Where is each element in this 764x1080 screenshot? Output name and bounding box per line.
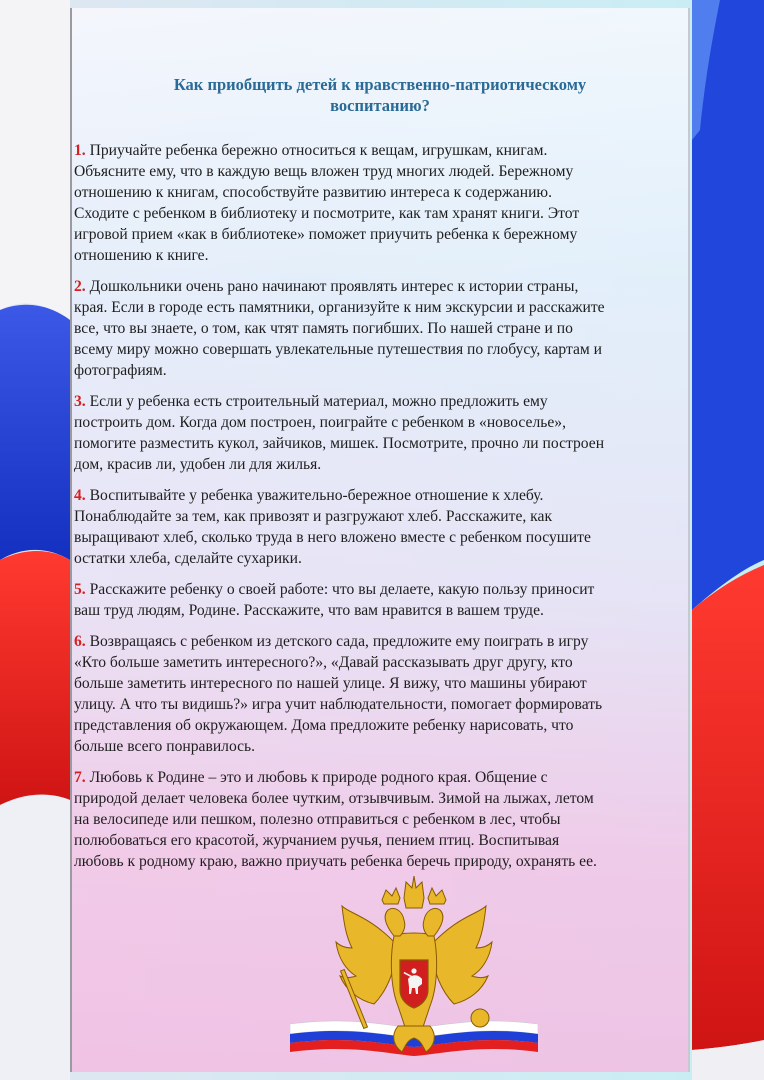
advice-line: Сходите с ребенком в библиотеку и посмотрите, как там хранят книги. Этот [74,205,580,222]
advice-line: полюбоваться его красотой, журчанием ручья, пением птиц. Воспитывая [74,832,560,849]
advice-item-2 [74,276,690,381]
advice-line: 7. Любовь к Родине – это и любовь к природе родного края. Общение с [74,769,548,786]
advice-line: природой делает человека более чутким, отзывчивым. Зимой на лыжах, летом [74,790,594,807]
advice-line: любовь к родному краю, важно приучать ребенка беречь природу, охранять ее. [74,853,597,870]
advice-line: Объясните ему, что в каждую вещь вложен труд многих людей. Бережному [74,163,574,180]
advice-item-4 [74,485,690,569]
item-number: 6. [74,633,86,650]
advice-line: улицу. А что ты видишь?» игра учит наблюдательности, помогает формировать [74,696,603,713]
advice-line: всему миру можно совершать увлекательные путешествия по глобусу, картам и [74,341,603,358]
advice-line: 6. Возвращаясь с ребенком из детского сада, предложите ему поиграть в игру [74,633,589,650]
advice-line: игровой прием «как в библиотеке» поможет приучить ребенка к бережному [74,226,578,243]
advice-line: на велосипеде или пешком, полезно отправиться с ребенком в лес, чтобы [74,811,561,828]
item-number: 1. [74,142,86,159]
advice-line: помогите разместить кукол, зайчиков, мишек. Посмотрите, прочно ли построен [74,435,605,452]
advice-list [74,140,690,882]
advice-item-1 [74,140,690,266]
advice-item-6 [74,631,690,757]
advice-line: 1. Приучайте ребенка бережно относиться к вещам, игрушкам, книгам. [74,142,548,159]
item-number: 4. [74,487,86,504]
page-title-line-1: Как приобщить детей к нравственно-патриотическому [173,75,587,94]
item-number: 5. [74,581,86,598]
advice-line: дом, красив ли, удобен ли для жилья. [74,456,322,473]
advice-line: отношению к книгам, способствуйте развитию интереса к содержанию. [74,184,552,201]
advice-line: фотографиям. [74,362,167,379]
advice-item-3 [74,391,690,475]
advice-line: больше всего понравилось. [74,738,256,755]
item-number: 2. [74,278,86,295]
advice-line: Понаблюдайте за тем, как привозят и разгружают хлеб. Расскажите, как [74,508,553,525]
advice-item-5 [74,579,690,621]
advice-line: «Кто больше заметить интересного?», «Давай рассказывать друг другу, кто [74,654,573,671]
advice-line: представления об окружающем. Дома предложите ребенку нарисовать, что [74,717,574,734]
item-number: 7. [74,769,86,786]
coat-of-arms-icon [290,876,538,1072]
advice-item-7 [74,767,690,872]
advice-line: остатки хлеба, сделайте сухарики. [74,550,302,567]
advice-line: 3. Если у ребенка есть строительный материал, можно предложить ему [74,393,548,410]
item-number: 3. [74,393,86,410]
advice-line: 2. Дошкольники очень рано начинают проявлять интерес к истории страны, [74,278,579,295]
advice-line: отношению к книге. [74,247,209,264]
advice-line: края. Если в городе есть памятники, организуйте к ним экскурсии и расскажите [74,299,605,316]
advice-line: ваш труд людям, Родине. Расскажите, что вам нравится в вашем труде. [74,602,544,619]
page-title [72,74,688,116]
advice-line: 4. Воспитывайте у ребенка уважительно-бережное отношение к хлебу. [74,487,544,504]
advice-line: 5. Расскажите ребенку о своей работе: что вы делаете, какую пользу приносит [74,581,595,598]
advice-line: больше заметить интересного по нашей улице. Я вижу, что машины убирают [74,675,587,692]
document-sheet [70,8,690,1072]
advice-line: выращивают хлеб, сколько труда в него вложено вместе с ребенком посушите [74,529,591,546]
advice-line: все, что вы знаете, о том, как чтят память погибших. По нашей стране и по [74,320,573,337]
page-title-line-2: воспитанию? [330,96,430,115]
advice-line: построить дом. Когда дом построен, поиграйте с ребенком в «новоселье», [74,414,566,431]
